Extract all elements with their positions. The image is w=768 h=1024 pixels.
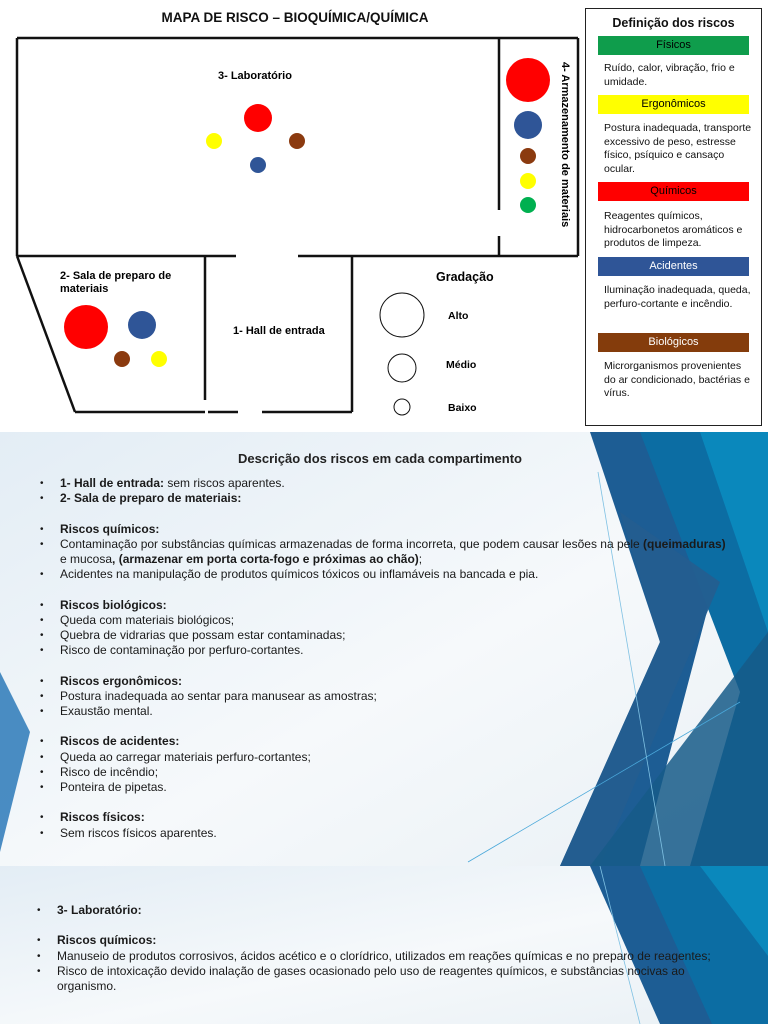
prep-accident-circle [128,311,156,339]
list-item [30,537,730,567]
hall-text: sem riscos aparentes. [164,476,285,490]
lab-biological-circle [289,133,305,149]
legend-desc-accident: Iluminação inadequada, queda, perfuro-cortante e incêndio. [604,284,751,310]
gradation-high-label: Alto [448,310,469,322]
legend-desc-ergonomic: Postura inadequada, transporte excessivo de peso, estresse físico, psíquico e cansaço ocular. [604,122,752,175]
list-item: • Risco de incêndio; [30,765,730,780]
prep-label: 2- Sala de preparo de materiais: [60,491,242,506]
prep-chemical-circle [64,305,108,349]
storage-biological-circle [520,148,536,164]
chemical-heading: Riscos químicos: [60,521,160,536]
list-item [27,903,727,918]
gradation-high-circle [380,293,424,337]
chemical-item-1d: , (armazenar em porta corta-fogo e próximas ao chão) [112,552,419,567]
list-item: • Ponteira de pipetas. [30,780,730,795]
list-item: • Quebra de vidrarias que possam estar contaminadas; [30,628,730,643]
legend-bar-chemical: Químicos [598,182,749,201]
slide-risk-description [0,432,768,866]
chemical-item-1b: (queimaduras) [643,536,726,551]
slide1-title: Descrição dos riscos em cada compartimento [238,451,522,466]
room-label-prep-line2: materiais [60,283,109,295]
list-item: • Queda com materiais biológicos; [30,613,730,628]
chemical-item-1c: e mucosa [60,552,113,567]
lab-risk-circles [206,104,305,173]
legend-desc-biological: Microrganismos provenientes do ar condicionado, bactérias e vírus. [604,360,750,399]
floor-plan [0,0,590,430]
list-item [30,810,730,825]
list-item: • Risco de intoxicação devido inalação de gases ocasionado pelo uso de reagentes químicos, e substâncias nocivas ao organismo. [27,964,727,994]
prep-ergonomic-circle [151,351,167,367]
hall-label: 1- Hall de entrada: [60,476,165,490]
ergonomic-heading: Riscos ergonômicos: [60,673,183,688]
legend-bar-ergonomic: Ergonômicos [598,95,749,114]
chemical-item-1a: Contaminação por substâncias químicas armazenadas de forma incorreta, que podem causar lesões na pele [60,536,640,551]
lab-chemical-high-circle [244,104,272,132]
legend-bar-physical: Físicos [598,36,749,55]
gradation-medium-circle [388,354,416,382]
lab-chemical-heading: Riscos químicos: [57,933,157,948]
storage-chemical-circle [506,58,550,102]
list-item: • Postura inadequada ao sentar para manusear as amostras; [30,689,730,704]
slide2-body [27,903,727,994]
legend-desc-physical: Ruído, calor, vibração, frio e umidade. [604,62,735,88]
list-item [30,476,730,491]
list-item [30,674,730,689]
gradation-low-circle [394,399,410,415]
list-item [30,734,730,749]
list-item: • Exaustão mental. [30,704,730,719]
slide1-body [30,476,730,841]
legend-desc-chemical: Reagentes químicos, hidrocarbonetos aromáticos e produtos de limpeza. [604,210,743,249]
lab-label: 3- Laboratório: [57,903,142,917]
room-label-storage: 4- Armazenamento de materiais [559,62,571,228]
floor-plan-walls [17,38,578,412]
map-title: MAPA DE RISCO – BIOQUÍMICA/QUÍMICA [161,10,429,25]
chemical-item-1e: ; [418,552,423,567]
legend-bar-accident: Acidentes [598,257,749,276]
gradation-medium-label: Médio [446,359,477,371]
gradation-circles [380,293,424,415]
storage-physical-circle [520,197,536,213]
list-item [30,522,730,537]
lab-accident-circle [250,157,266,173]
physical-heading: Riscos físicos: [60,810,145,825]
prep-risk-circles [64,305,167,367]
risk-legend [585,8,762,426]
gradation-title: Gradação [436,270,494,284]
room-label-lab: 3- Laboratório [218,70,292,82]
list-item: • Manuseio de produtos corrosivos, ácidos acético e o clorídrico, utilizados em reações químicas e no preparo de reagentes; [27,949,727,964]
legend-bar-biological: Biológicos [598,333,749,352]
gradation-low-label: Baixo [448,402,477,414]
list-item: • Risco de contaminação por perfuro-cortantes. [30,643,730,658]
list-item: • Sem riscos físicos aparentes. [30,826,730,841]
accident-heading: Riscos de acidentes: [60,734,180,749]
storage-risk-circles [506,58,550,213]
room-label-prep-line1: 2- Sala de preparo de [60,270,172,282]
list-item [27,933,727,948]
legend-title: Definição dos riscos [612,16,735,30]
storage-ergonomic-circle [520,173,536,189]
room-label-hall: 1- Hall de entrada [233,325,325,337]
prep-biological-circle [114,351,130,367]
slide-lab-risks [0,866,768,1024]
list-item [30,598,730,613]
list-item: • Acidentes na manipulação de produtos químicos tóxicos ou inflamáveis na bancada e pia. [30,567,730,582]
list-item: • Queda ao carregar materiais perfuro-cortantes; [30,750,730,765]
storage-accident-circle [514,111,542,139]
list-item [30,491,730,506]
lab-ergonomic-circle [206,133,222,149]
biological-heading: Riscos biológicos: [60,597,167,612]
